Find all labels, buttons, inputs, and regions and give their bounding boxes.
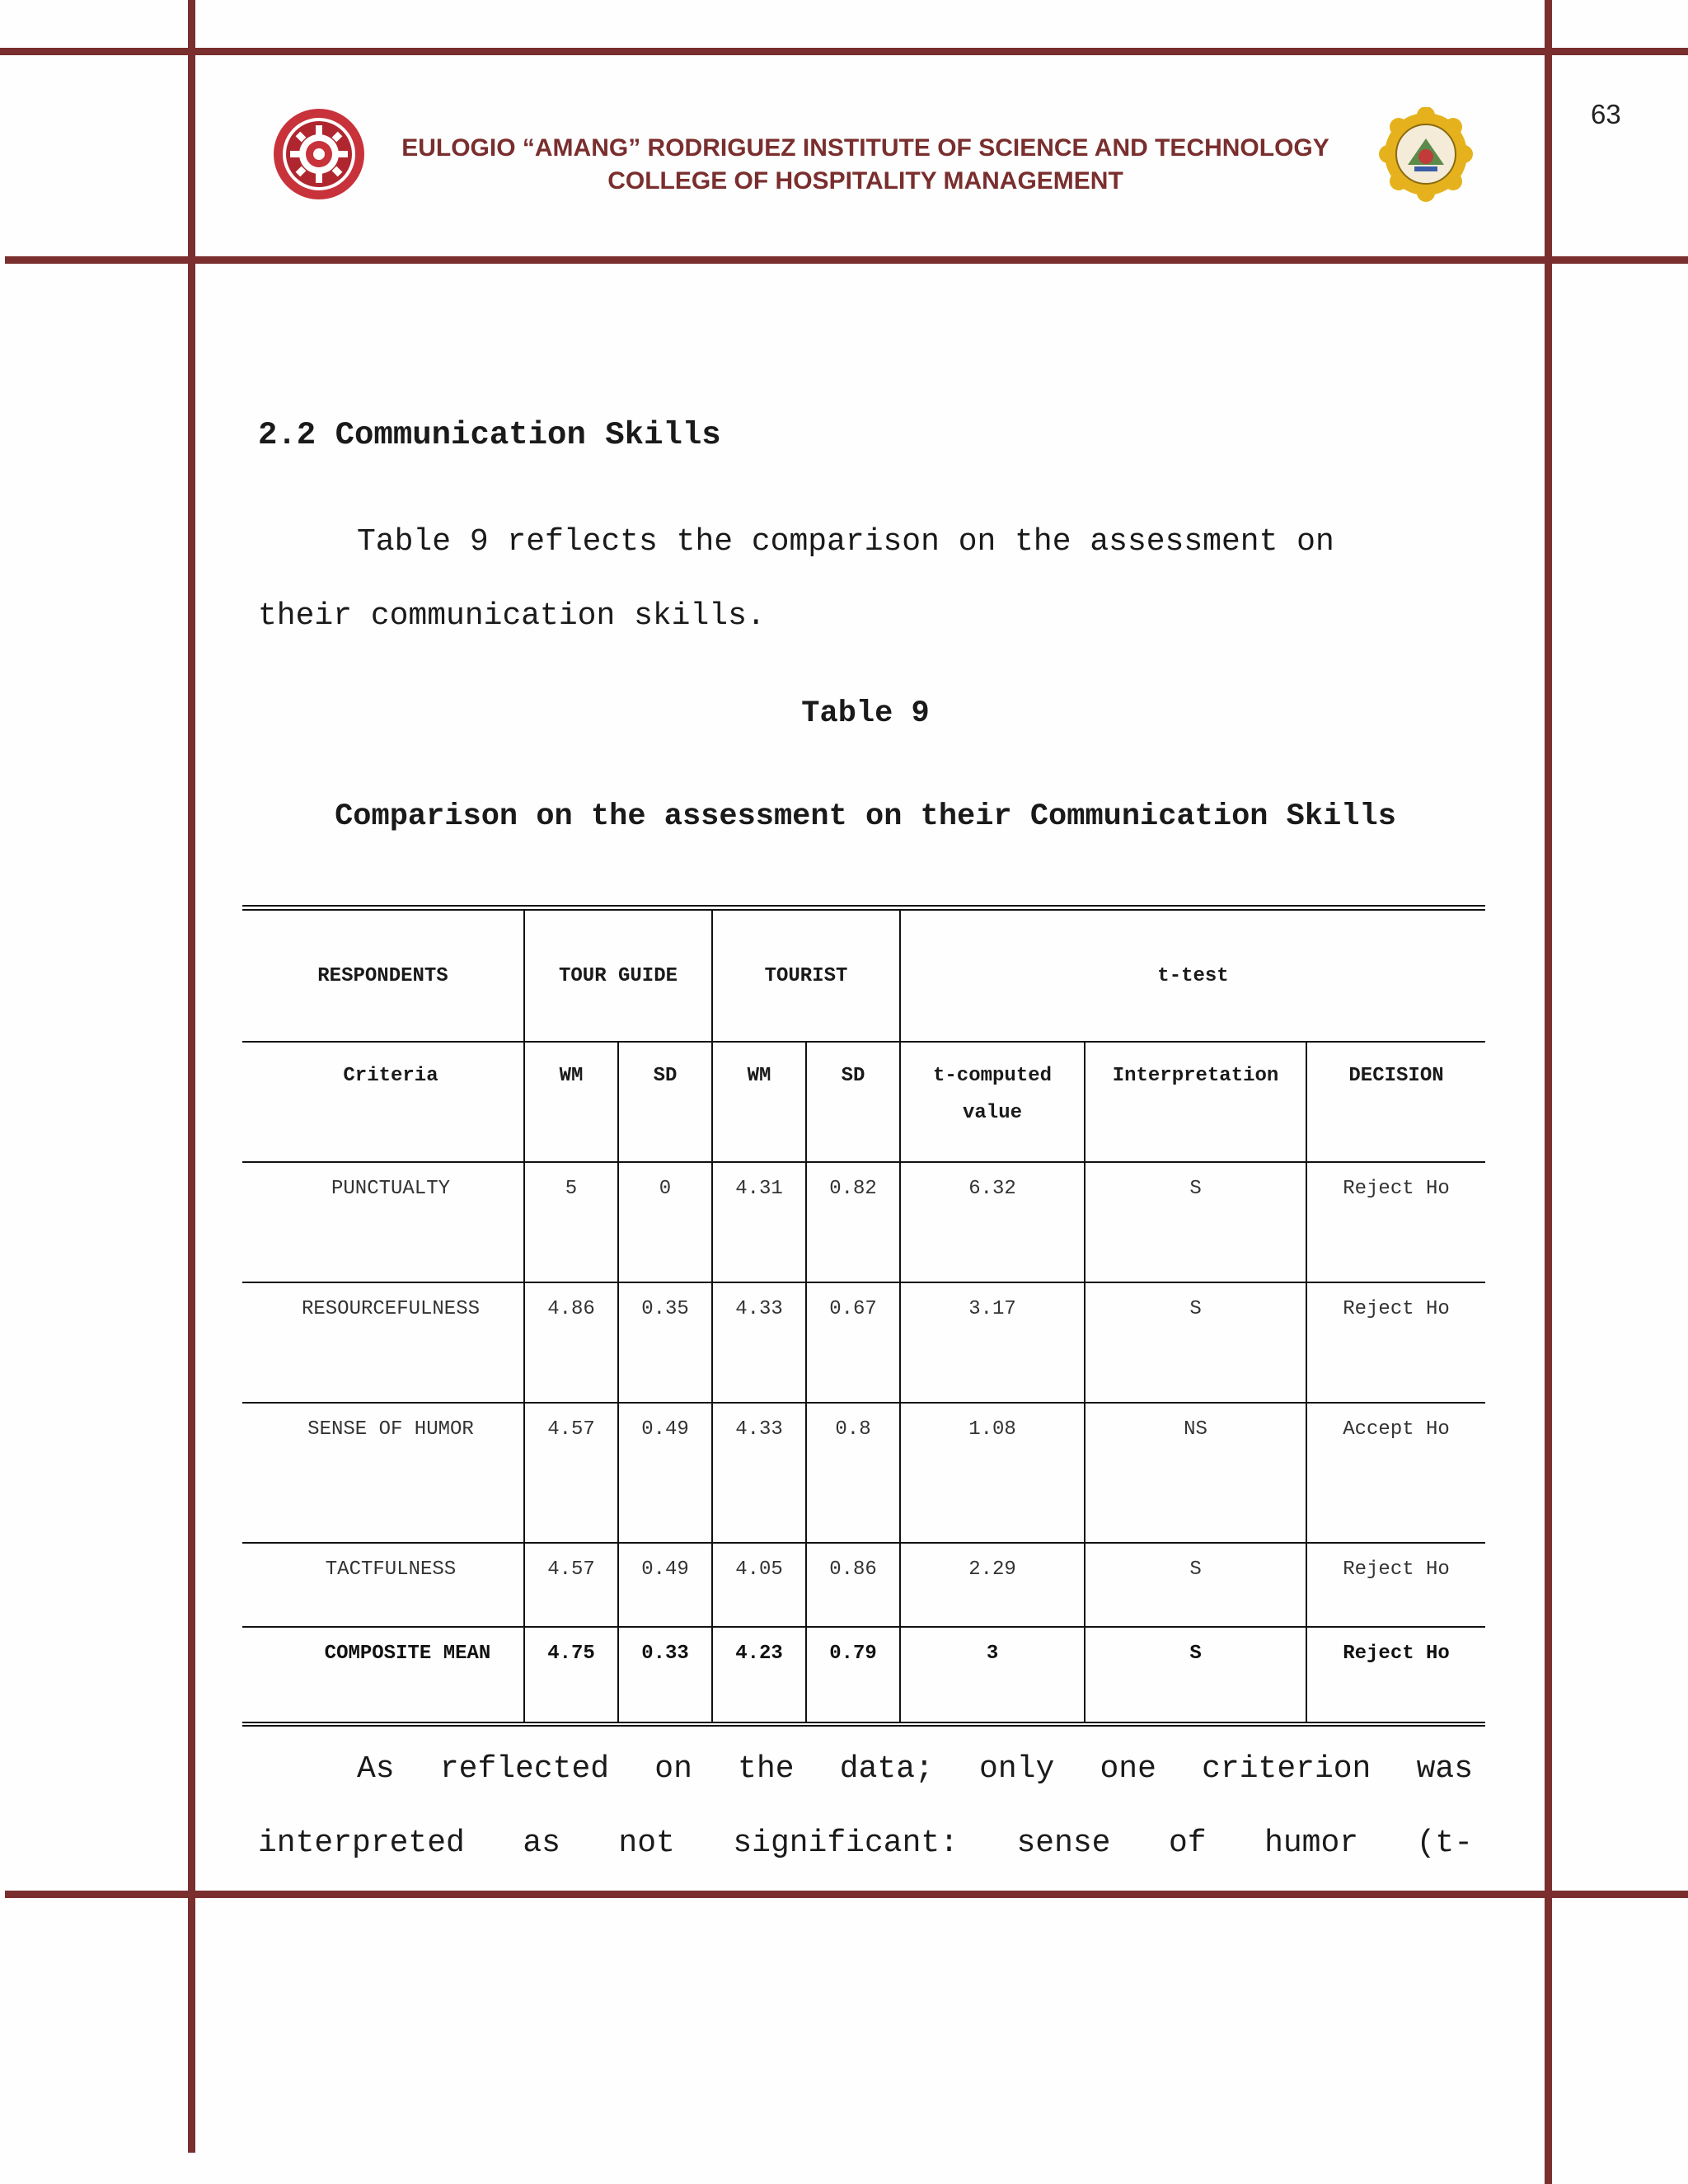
cell-tourist-wm: 4.31 xyxy=(712,1162,806,1282)
table-header-row xyxy=(242,908,1485,1043)
section-heading: 2.2 Communication Skills xyxy=(258,417,721,453)
subheader-guide-sd: SD xyxy=(618,1042,712,1162)
header-tourist: TOURIST xyxy=(712,908,900,1043)
subheader-tcomputed xyxy=(900,1042,1085,1162)
table-label: Table 9 xyxy=(801,696,930,731)
comparison-table xyxy=(242,905,1485,1727)
footer-rule xyxy=(5,1891,1688,1898)
cell-decision: Reject Ho xyxy=(1306,1543,1485,1627)
subheader-interpretation: Interpretation xyxy=(1085,1042,1306,1162)
cell-interpretation: S xyxy=(1085,1162,1306,1282)
cell-guide-wm: 4.57 xyxy=(524,1403,618,1543)
cell-guide-wm: 4.86 xyxy=(524,1282,618,1403)
cell-t-value: 2.29 xyxy=(900,1543,1085,1627)
cell-interpretation: S xyxy=(1085,1282,1306,1403)
cell-interpretation: S xyxy=(1085,1543,1306,1627)
table-subheader-row xyxy=(242,1042,1485,1162)
cell-tourist-wm: 4.23 xyxy=(712,1627,806,1724)
cell-t-value: 3 xyxy=(900,1627,1085,1724)
cell-tourist-sd: 0.8 xyxy=(806,1403,900,1543)
cell-guide-sd: 0.49 xyxy=(618,1403,712,1543)
cell-criteria: RESOURCEFULNESS xyxy=(242,1282,524,1403)
cell-decision: Reject Ho xyxy=(1306,1282,1485,1403)
composite-row xyxy=(242,1627,1485,1724)
gear-seal-logo xyxy=(272,107,367,202)
cell-guide-sd: 0.33 xyxy=(618,1627,712,1724)
cell-guide-sd: 0.49 xyxy=(618,1543,712,1627)
subheader-tcomputed-line2: value xyxy=(963,1102,1023,1124)
subheader-tourist-sd: SD xyxy=(806,1042,900,1162)
table-row xyxy=(242,1403,1485,1543)
cell-criteria: SENSE OF HUMOR xyxy=(242,1403,524,1543)
yellow-seal-logo xyxy=(1375,107,1478,202)
discussion-paragraph: As reflected on the data; only one criterion was interpreted as not significant: sense of humor (t- xyxy=(258,1751,1473,1861)
cell-tourist-sd: 0.79 xyxy=(806,1627,900,1724)
header-tour-guide: TOUR GUIDE xyxy=(524,908,712,1043)
cell-decision: Accept Ho xyxy=(1306,1403,1485,1543)
college-name: COLLEGE OF HOSPITALITY MANAGEMENT xyxy=(607,167,1123,194)
cell-t-value: 1.08 xyxy=(900,1403,1085,1543)
cell-guide-wm: 5 xyxy=(524,1162,618,1282)
subheader-tourist-wm: WM xyxy=(712,1042,806,1162)
cell-guide-sd: 0 xyxy=(618,1162,712,1282)
cell-guide-sd: 0.35 xyxy=(618,1282,712,1403)
cell-t-value: 3.17 xyxy=(900,1282,1085,1403)
cell-decision: Reject Ho xyxy=(1306,1162,1485,1282)
table-row xyxy=(242,1282,1485,1403)
cell-criteria: TACTFULNESS xyxy=(242,1543,524,1627)
page-number: 63 xyxy=(1591,99,1621,129)
header-bottom-rule xyxy=(5,256,1688,264)
table-caption: Comparison on the assessment on their Communication Skills xyxy=(335,799,1396,834)
cell-t-value: 6.32 xyxy=(900,1162,1085,1282)
left-border-rule xyxy=(188,0,195,2153)
header-respondents: RESPONDENTS xyxy=(317,964,448,987)
intro-line-2: their communication skills. xyxy=(258,598,766,634)
subheader-criteria: Criteria xyxy=(242,1042,524,1162)
cell-interpretation: S xyxy=(1085,1627,1306,1724)
cell-criteria: PUNCTUALTY xyxy=(242,1162,524,1282)
institution-name: EULOGIO “AMANG” RODRIGUEZ INSTITUTE OF SCIENCE AND TECHNOLOGY xyxy=(401,134,1329,162)
table-row xyxy=(242,1162,1485,1282)
subheader-tcomputed-line1: t-computed xyxy=(933,1065,1053,1087)
subheader-decision: DECISION xyxy=(1306,1042,1485,1162)
cell-guide-wm: 4.57 xyxy=(524,1543,618,1627)
cell-tourist-wm: 4.33 xyxy=(712,1403,806,1543)
cell-tourist-sd: 0.86 xyxy=(806,1543,900,1627)
cell-composite-label: COMPOSITE MEAN xyxy=(242,1627,524,1724)
cell-tourist-sd: 0.67 xyxy=(806,1282,900,1403)
header-ttest: t-test xyxy=(900,908,1485,1043)
institution-header xyxy=(354,132,1376,198)
cell-decision: Reject Ho xyxy=(1306,1627,1485,1724)
cell-guide-wm: 4.75 xyxy=(524,1627,618,1724)
cell-tourist-wm: 4.33 xyxy=(712,1282,806,1403)
right-border-rule xyxy=(1545,0,1552,2184)
intro-paragraph xyxy=(258,505,1473,654)
table-row xyxy=(242,1543,1485,1627)
cell-tourist-sd: 0.82 xyxy=(806,1162,900,1282)
cell-tourist-wm: 4.05 xyxy=(712,1543,806,1627)
subheader-guide-wm: WM xyxy=(524,1042,618,1162)
intro-line-1: Table 9 reflects the comparison on the assessment on xyxy=(357,524,1334,560)
top-border-rule xyxy=(0,48,1688,55)
cell-interpretation: NS xyxy=(1085,1403,1306,1543)
